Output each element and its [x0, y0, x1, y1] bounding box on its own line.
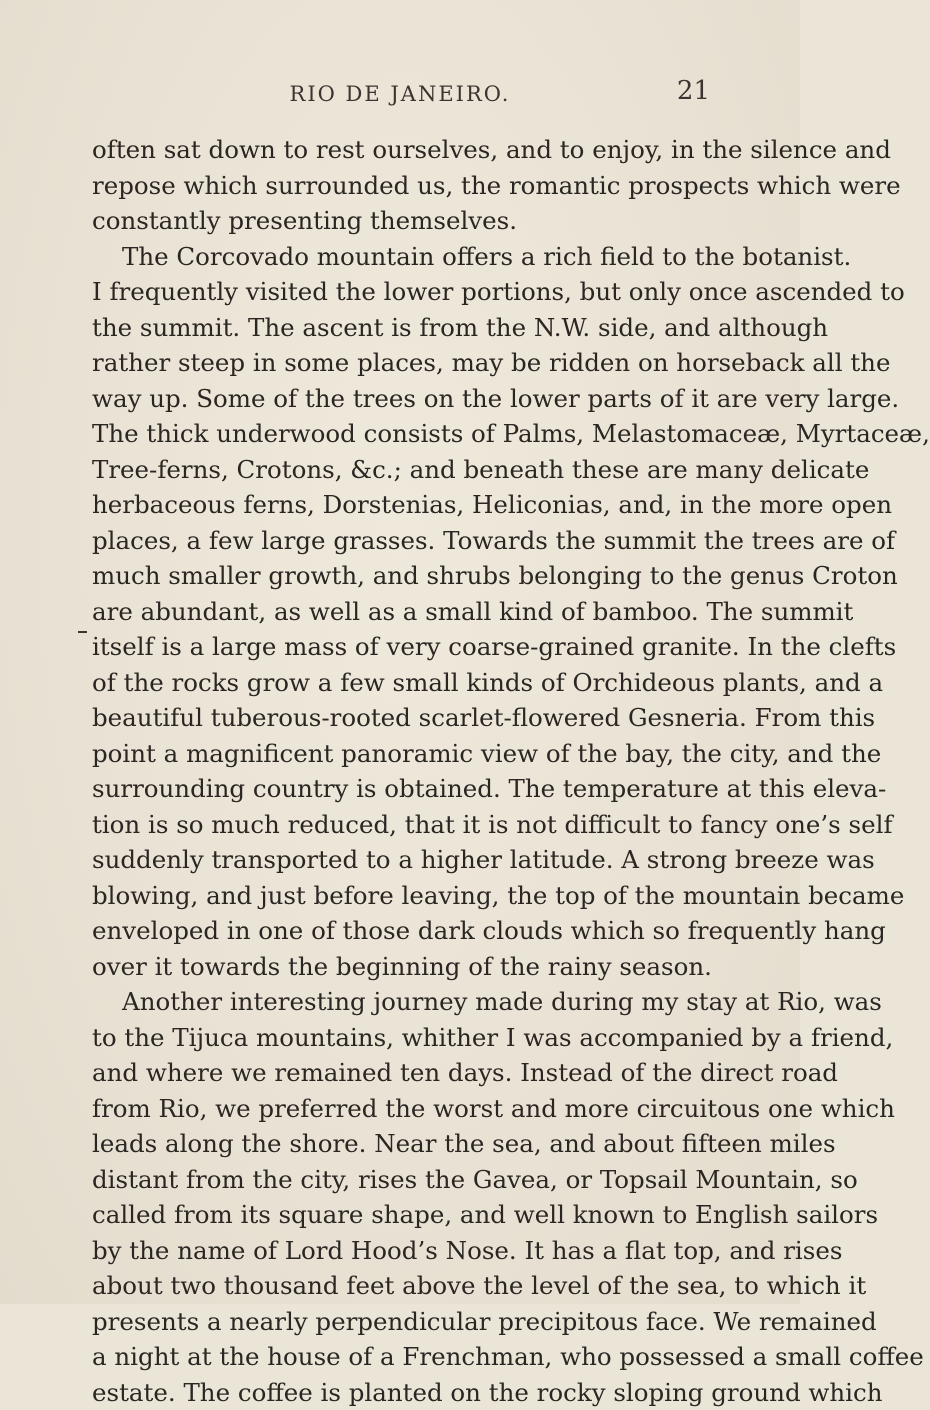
- text-line: herbaceous ferns, Dorstenias, Heliconias, and, in the more open: [92, 487, 710, 523]
- text-line: suddenly transported to a higher latitude. A strong breeze was: [92, 842, 710, 878]
- text-line: The Corcovado mountain offers a rich field to the botanist.: [92, 239, 710, 275]
- text-line: The thick underwood consists of Palms, Melastomaceæ, Myrtaceæ,: [92, 416, 710, 452]
- text-line: are abundant, as well as a small kind of bamboo. The summit: [92, 594, 710, 630]
- text-line: rather steep in some places, may be ridden on horseback all the: [92, 345, 710, 381]
- running-title: RIO DE JANEIRO.: [0, 82, 800, 106]
- text-line: blowing, and just before leaving, the top of the mountain became: [92, 878, 710, 914]
- text-line: tion is so much reduced, that it is not difficult to fancy one’s self: [92, 807, 710, 843]
- text-line: repose which surrounded us, the romantic prospects which were: [92, 168, 710, 204]
- text-line: enveloped in one of those dark clouds which so frequently hang: [92, 913, 710, 949]
- text-line: called from its square shape, and well known to English sailors: [92, 1197, 710, 1233]
- text-line: beautiful tuberous-rooted scarlet-flowered Gesneria. From this: [92, 700, 710, 736]
- text-line: distant from the city, rises the Gavea, or Topsail Mountain, so: [92, 1162, 710, 1198]
- text-line: of the rocks grow a few small kinds of Orchideous plants, and a: [92, 665, 710, 701]
- text-line: leads along the shore. Near the sea, and about fifteen miles: [92, 1126, 710, 1162]
- margin-mark: [78, 631, 87, 633]
- text-line: Tree-ferns, Crotons, &c.; and beneath these are many delicate: [92, 452, 710, 488]
- text-line: Another interesting journey made during my stay at Rio, was: [92, 984, 710, 1020]
- text-line: presents a nearly perpendicular precipitous face. We remained: [92, 1304, 710, 1340]
- text-line: surrounding country is obtained. The temperature at this eleva-: [92, 771, 710, 807]
- text-line: way up. Some of the trees on the lower parts of it are very large.: [92, 381, 710, 417]
- text-line: often sat down to rest ourselves, and to enjoy, in the silence and: [92, 132, 710, 168]
- running-head: [0, 76, 800, 116]
- text-line: the summit. The ascent is from the N.W. side, and although: [92, 310, 710, 346]
- body-text: [92, 132, 710, 1410]
- text-line: places, a few large grasses. Towards the summit the trees are of: [92, 523, 710, 559]
- text-line: from Rio, we preferred the worst and more circuitous one which: [92, 1091, 710, 1127]
- text-line: I frequently visited the lower portions, but only once ascended to: [92, 274, 710, 310]
- text-line: estate. The coffee is planted on the rocky sloping ground which: [92, 1375, 710, 1410]
- text-line: over it towards the beginning of the rainy season.: [92, 949, 710, 985]
- text-line: by the name of Lord Hood’s Nose. It has a flat top, and rises: [92, 1233, 710, 1269]
- text-line: point a magnificent panoramic view of the bay, the city, and the: [92, 736, 710, 772]
- text-line: itself is a large mass of very coarse-grained granite. In the clefts: [92, 629, 710, 665]
- text-line: to the Tijuca mountains, whither I was accompanied by a friend,: [92, 1020, 710, 1056]
- text-line: and where we remained ten days. Instead of the direct road: [92, 1055, 710, 1091]
- page-number: 21: [677, 76, 710, 106]
- text-line: much smaller growth, and shrubs belonging to the genus Croton: [92, 558, 710, 594]
- text-line: a night at the house of a Frenchman, who possessed a small coffee: [92, 1339, 710, 1375]
- text-line: constantly presenting themselves.: [92, 203, 710, 239]
- text-line: about two thousand feet above the level of the sea, to which it: [92, 1268, 710, 1304]
